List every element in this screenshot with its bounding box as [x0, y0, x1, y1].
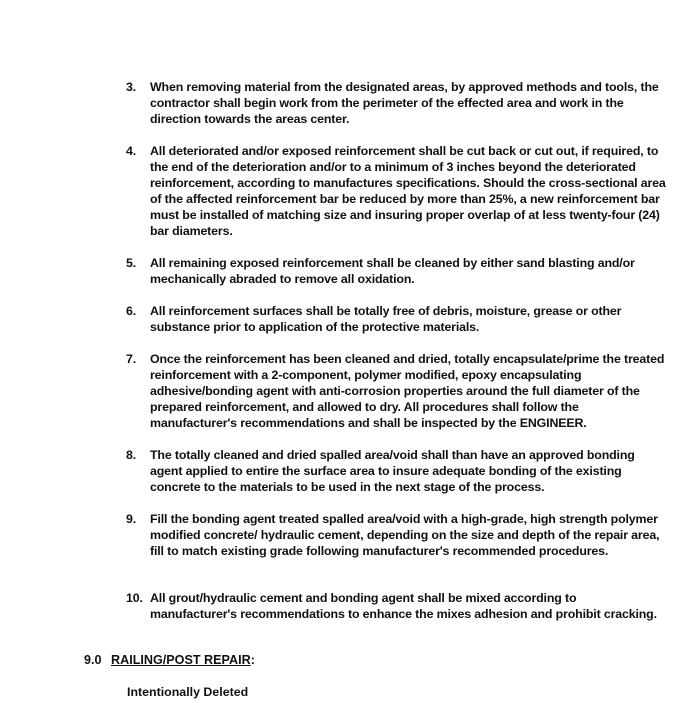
list-item-text: The totally cleaned and dried spalled area/void shall than have an approved bonding agent applied to entire the surface area to insure adequate bonding of the existing concrete to the materials to be used in the next stage of the process.: [150, 448, 635, 494]
list-item-number: 9.: [126, 512, 137, 526]
list-item-number: 5.: [126, 256, 137, 270]
section-number: 9.0: [84, 653, 102, 667]
section-note: Intentionally Deleted: [127, 685, 249, 699]
list-item-9: [126, 511, 666, 559]
list-item-number: 3.: [126, 80, 137, 94]
list-item-5: [126, 255, 666, 287]
list-item-number: 8.: [126, 448, 137, 462]
list-item-text: All remaining exposed reinforcement shall be cleaned by either sand blasting and/or mechanically abraded to remove all oxidation.: [150, 256, 635, 286]
list-item-number: 6.: [126, 304, 137, 318]
list-item-text: Fill the bonding agent treated spalled area/void with a high-grade, high strength polymer modified concrete/ hydraulic cement, depending on the size and depth of the repair area, fill to match existing grade following manufacturer's recommended procedures.: [150, 512, 660, 558]
list-item-text: All grout/hydraulic cement and bonding agent shall be mixed according to manufacturer's recommendations to enhance the mixes adhesion and prohibit cracking.: [150, 591, 657, 621]
list-item-text: All deteriorated and/or exposed reinforcement shall be cut back or cut out, if required, to the end of the deterioration and/or to a minimum of 3 inches beyond the deteriorated reinforcement, according to manufactures specifications. Should the cross-sectional area of the affected reinforcement bar be reduced by more than 25%, a new reinforcement bar must be installed of matching size and insuring proper overlap of at less twenty-four (24) bar diameters.: [150, 144, 666, 238]
section-heading: [84, 652, 255, 668]
list-item-text: All reinforcement surfaces shall be totally free of debris, moisture, grease or other substance prior to application of the protective materials.: [150, 304, 622, 334]
section-title-colon: :: [250, 653, 255, 667]
list-item-4: [126, 143, 666, 239]
list-item-number: 7.: [126, 352, 137, 366]
list-item-3: [126, 79, 666, 127]
list-item-text: Once the reinforcement has been cleaned and dried, totally encapsulate/prime the treated reinforcement with a 2-component, polymer modified, epoxy encapsulating adhesive/bonding agent with anti-corrosion properties around the full diameter of the prepared reinforcement, and allowed to dry. All procedures shall follow the manufacturer's recommendations and shall be inspected by the ENGINEER.: [150, 352, 665, 430]
list-item-number: 4.: [126, 144, 137, 158]
list-item-6: [126, 303, 666, 335]
section-title: RAILING/POST REPAIR: [111, 653, 251, 667]
list-item-8: [126, 447, 666, 495]
list-item-10: [126, 590, 666, 622]
list-item-7: [126, 351, 666, 431]
list-item-number: 10.: [126, 591, 143, 605]
list-item-text: When removing material from the designated areas, by approved methods and tools, the contractor shall begin work from the perimeter of the effected area and work in the direction towards the areas center.: [150, 80, 659, 126]
